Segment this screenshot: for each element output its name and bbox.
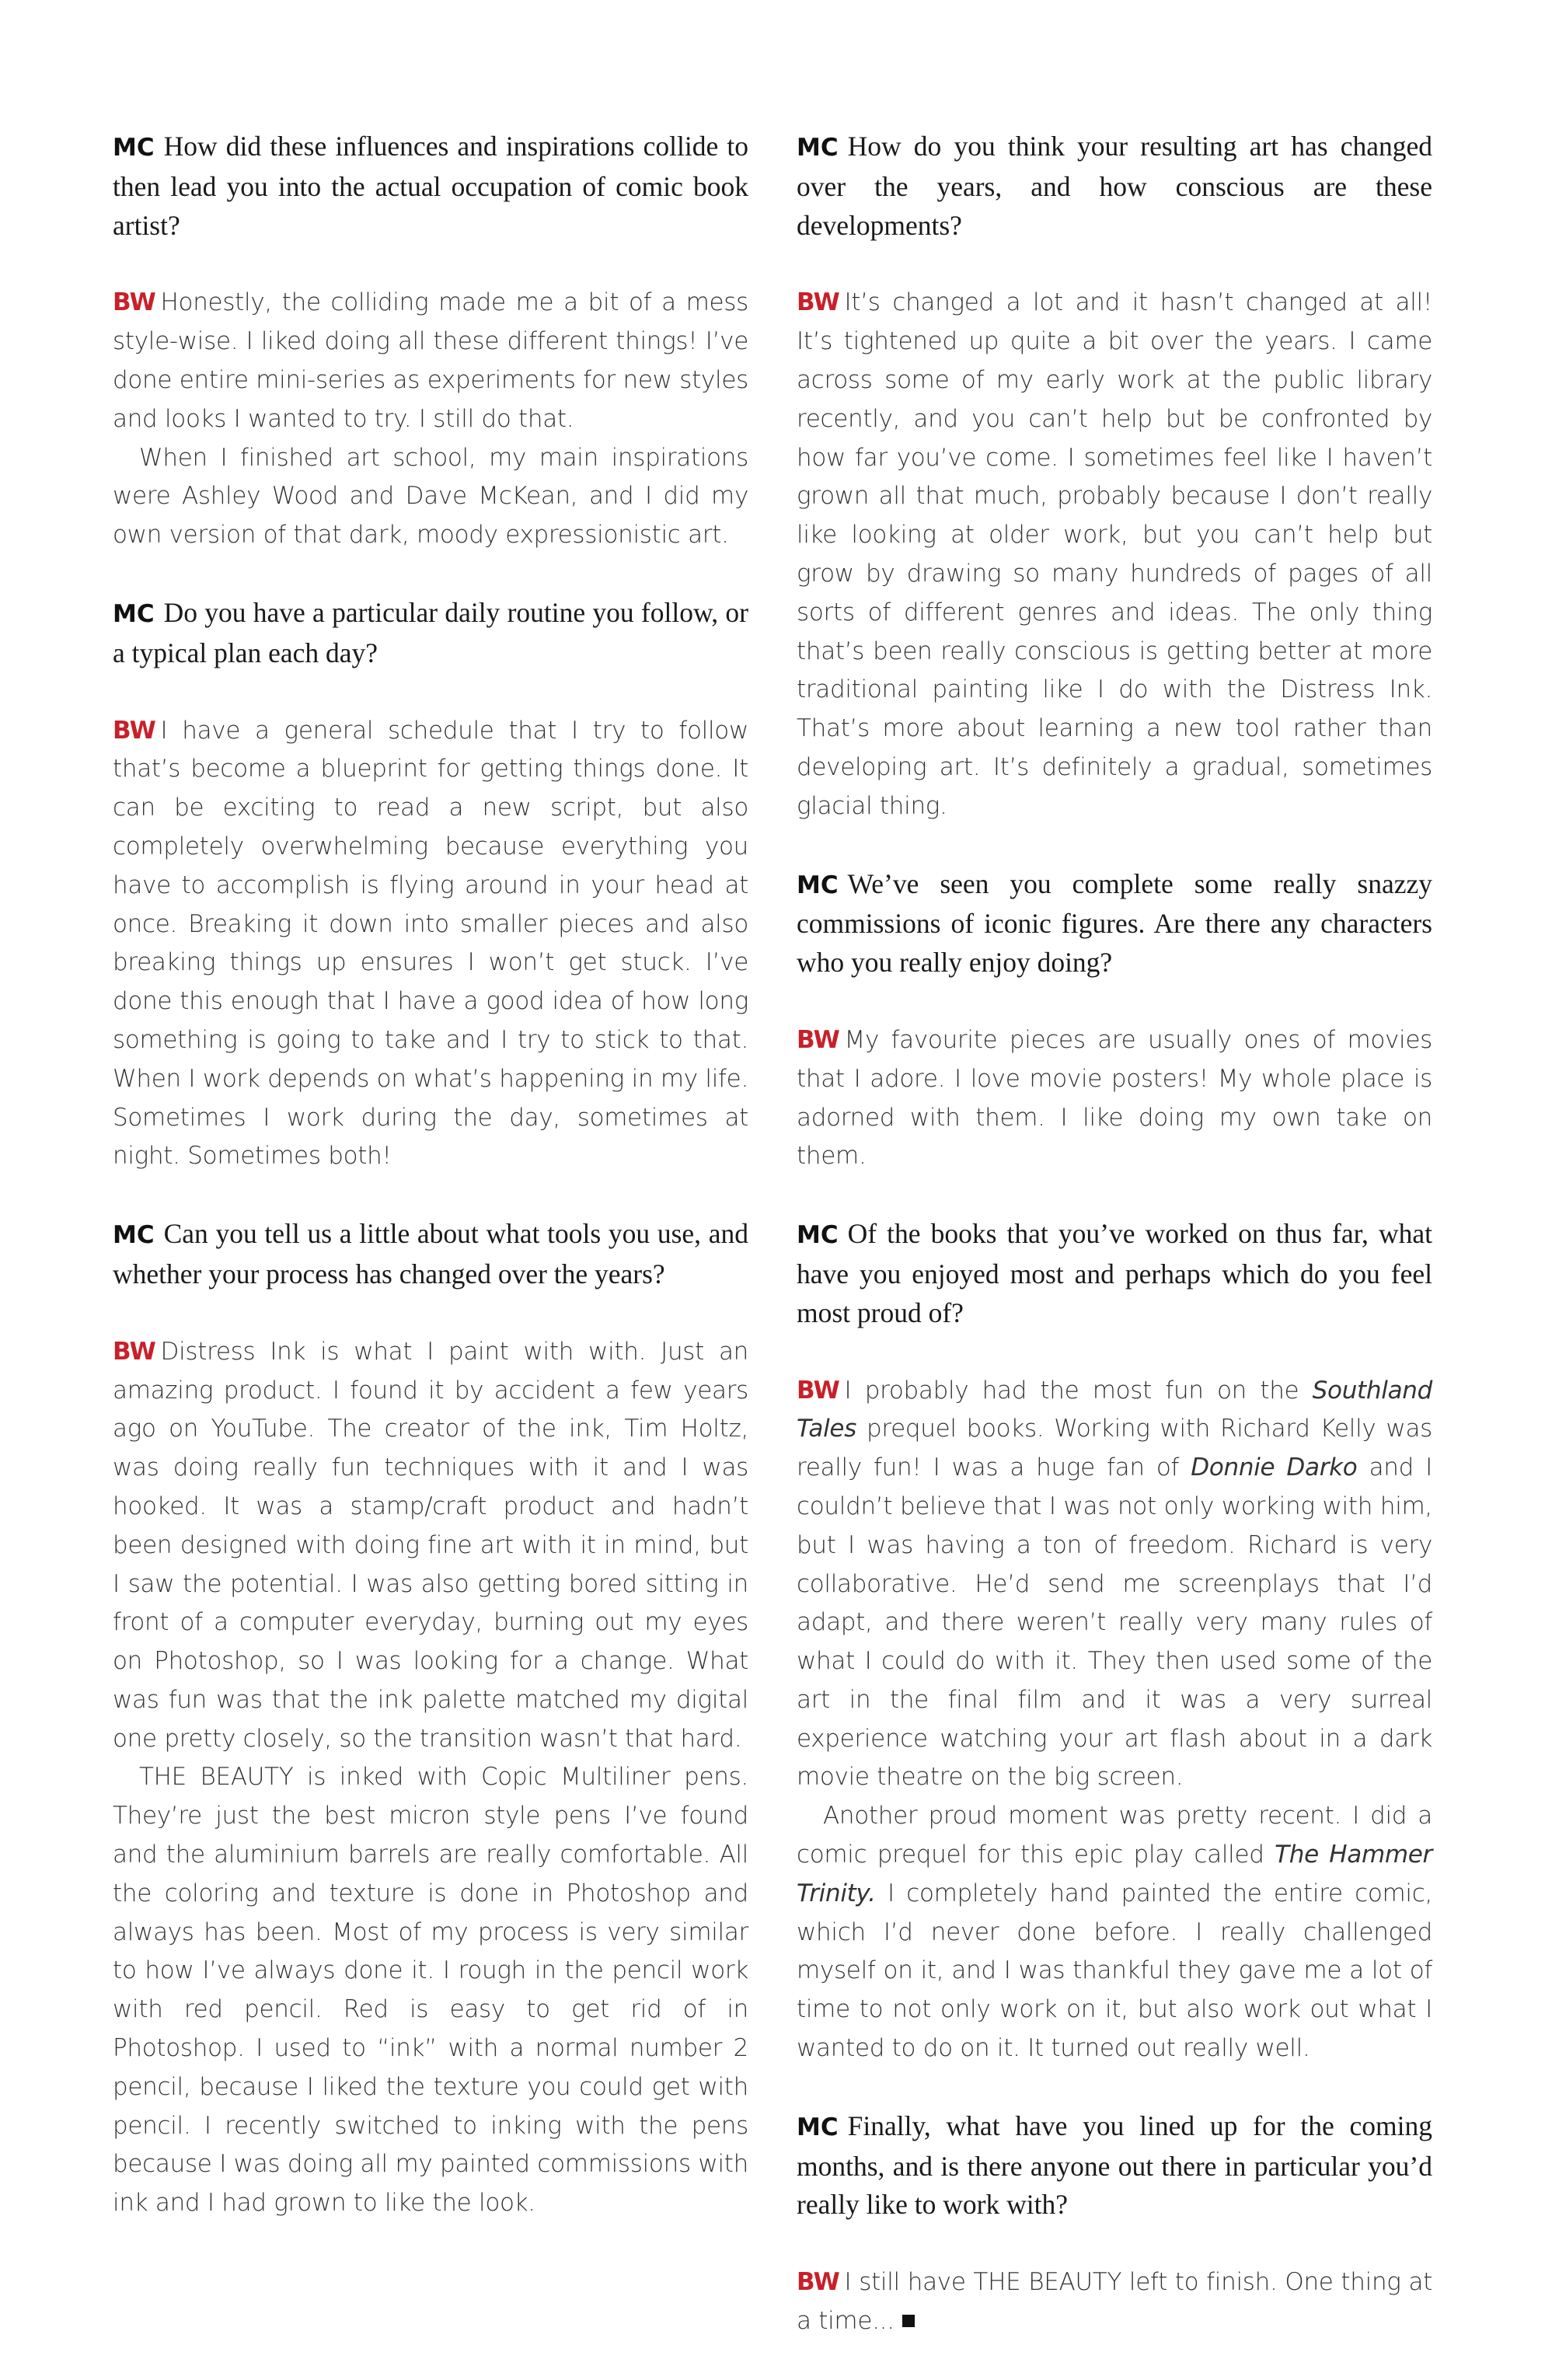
question-text: We’ve seen you complete some really snazzy commissions of iconic figures. Are there any characters who you really enjoy doing? — [797, 867, 1432, 979]
question-1 — [113, 127, 748, 245]
interviewer-label: MC — [113, 599, 155, 628]
question-text: How did these influences and inspirations collide to then lead you into the actual occupation of comic book artist? — [113, 131, 748, 241]
question-6 — [797, 1215, 1432, 1332]
end-mark-icon — [902, 2315, 915, 2327]
answer-paragraph: THE BEAUTY is inked with Copic Multiliner pens. They’re just the best micron style pens I’ve found and the aluminium barrels are really comfortable. All the coloring and texture is done in Photoshop and always has been. Most of my process is very similar to how I’ve always done it. I rough in the pencil work with red pencil. Red is easy to get rid of in Photoshop. I used to “ink” with a normal number 2 pencil, because I liked the texture you could get with pencil. I recently switched to inking with the pens because I was doing all my painted commissions with ink and I had grown to like the look. — [113, 1763, 748, 2218]
answer-4 — [797, 284, 1432, 825]
interviewee-label: BW — [797, 2268, 840, 2297]
question-text: How do you think your resulting art has changed over the years, and how conscious are these developments? — [797, 131, 1432, 241]
question-4 — [797, 127, 1432, 245]
answer-2 — [113, 712, 748, 1177]
answer-text: I completely hand painted the entire comic, which I’d never done before. I really challenged myself on it, and I was thankful they gave me a lot of time to not only work on it, but also work out what I wanted to do on it. It turned out really well. — [797, 1879, 1432, 2063]
question-3 — [113, 1215, 748, 1294]
answer-paragraph — [113, 1333, 748, 1759]
answer-paragraph — [113, 284, 748, 438]
answer-text: Another proud moment was pretty recent. I did a comic prequel for this epic play called — [797, 1802, 1432, 1869]
answer-text: I still have THE BEAUTY left to finish. One thing at a time... — [797, 2268, 1432, 2336]
answer-paragraph — [797, 284, 1432, 825]
interviewee-label: BW — [113, 716, 156, 745]
title-southland-tales: Southland Tales — [797, 1376, 1432, 1443]
answer-text: Distress Ink is what I paint with with. Just an amazing product. I found it by accident a few years ago on YouTube. The creator of the ink, Tim Holtz, was doing really fun techniques with it and I was hooked. It was a stamp/craft product and hadn’t been designed with doing fine art with it in mind, but I saw the potential. I was also getting bored sitting in front of a computer everyday, burning out my eyes on Photoshop, so I was looking for a change. What was fun was that the ink palette matched my digital one pretty closely, so the transition wasn’t that hard. — [113, 1337, 748, 1753]
answer-1 — [113, 284, 748, 555]
interviewer-label: MC — [797, 2113, 839, 2141]
interviewer-label: MC — [113, 1221, 155, 1250]
interviewee-label: BW — [797, 1025, 840, 1054]
answer-paragraph — [797, 1021, 1432, 1176]
question-7 — [797, 2107, 1432, 2225]
answer-text: My favourite pieces are usually ones of movies that I adore. I love movie posters! My whole place is adorned with them. I like doing my own take on them. — [797, 1025, 1432, 1171]
answer-text: I probably had the most fun on the — [844, 1376, 1313, 1405]
interviewer-label: MC — [113, 134, 155, 162]
left-column — [113, 127, 748, 2262]
answer-text: and I couldn’t believe that I was not only working with him, but I was having a ton of freedom. Richard is very collaborative. He’d send me screenplays that I’d adapt, and there weren’t really very many rules of what I could do with it. They then used some of the art in the final film and it was a very surreal experience watching your art flash about in a dark movie theatre on the big screen. — [797, 1453, 1433, 1792]
title-donnie-darko: Donnie Darko — [1191, 1453, 1358, 1482]
answer-5 — [797, 1021, 1432, 1176]
answer-paragraph: When I finished art school, my main inspirations were Ashley Wood and Dave McKean, and I did my own version of that dark, moody expressionistic art. — [113, 443, 748, 550]
answer-7 — [797, 2263, 1432, 2341]
interviewee-label: BW — [797, 288, 840, 317]
answer-6 — [797, 1372, 1432, 2068]
interviewer-label: MC — [797, 134, 839, 162]
question-text: Do you have a particular daily routine you follow, or a typical plan each day? — [113, 596, 748, 668]
answer-paragraph — [797, 1797, 1432, 2068]
answer-text: I have a general schedule that I try to follow that’s become a blueprint for getting things done. It can be exciting to read a new script, but also completely overwhelming because everything you have to accomplish is flying around in your head at once. Breaking it down into smaller pieces and also breaking things up ensures I won’t get stuck. I’ve done this enough that I have a good idea of how long something is going to take and I try to stick to that. When I work depends on what’s happening in my life. Sometimes I work during the day, sometimes at night. Sometimes both! — [113, 716, 748, 1171]
answer-text: Honestly, the colliding made me a bit of a mess style-wise. I liked doing all these different things! I’ve done entire mini-series as experiments for new styles and looks I wanted to try. I still do that. — [113, 288, 748, 433]
question-text: Of the books that you’ve worked on thus far, what have you enjoyed most and perhaps which do you feel most proud of? — [797, 1218, 1432, 1328]
title-hammer-trinity: The Hammer Trinity. — [797, 1841, 1433, 1907]
interviewer-label: MC — [797, 1221, 839, 1250]
answer-paragraph — [113, 712, 748, 1177]
question-2 — [113, 594, 748, 673]
answer-text: It’s changed a lot and it hasn’t changed at all! It’s tightened up quite a bit over the years. I came across some of my early work at the public library recently, and you can’t help but be confronted by how far you’ve come. I sometimes feel like I haven’t grown all that much, probably because I don’t really like looking at older work, but you can’t help but grow by drawing so many hundreds of pages of all sorts of different genres and ideas. The only thing that’s been really conscious is getting better at more traditional painting like I do with the Distress Ink. That’s more about learning a new tool rather than developing art. It’s definitely a gradual, sometimes glacial thing. — [797, 288, 1432, 820]
answer-3 — [113, 1333, 748, 2223]
interviewee-label: BW — [797, 1376, 840, 1405]
interviewee-label: BW — [113, 1337, 156, 1366]
interviewer-label: MC — [797, 871, 839, 899]
question-text: Can you tell us a little about what tools you use, and whether your process has changed over the years? — [113, 1218, 748, 1289]
right-column — [797, 127, 1432, 2380]
question-text: Finally, what have you lined up for the coming months, and is there anyone out there in particular you’d really like to work with? — [797, 2110, 1432, 2221]
answer-text: prequel books. Working with Richard Kelly was really fun! I was a huge fan of — [797, 1415, 1432, 1482]
answer-paragraph — [797, 1372, 1432, 1798]
answer-paragraph — [797, 2263, 1432, 2341]
interviewee-label: BW — [113, 288, 156, 317]
question-5 — [797, 865, 1432, 982]
